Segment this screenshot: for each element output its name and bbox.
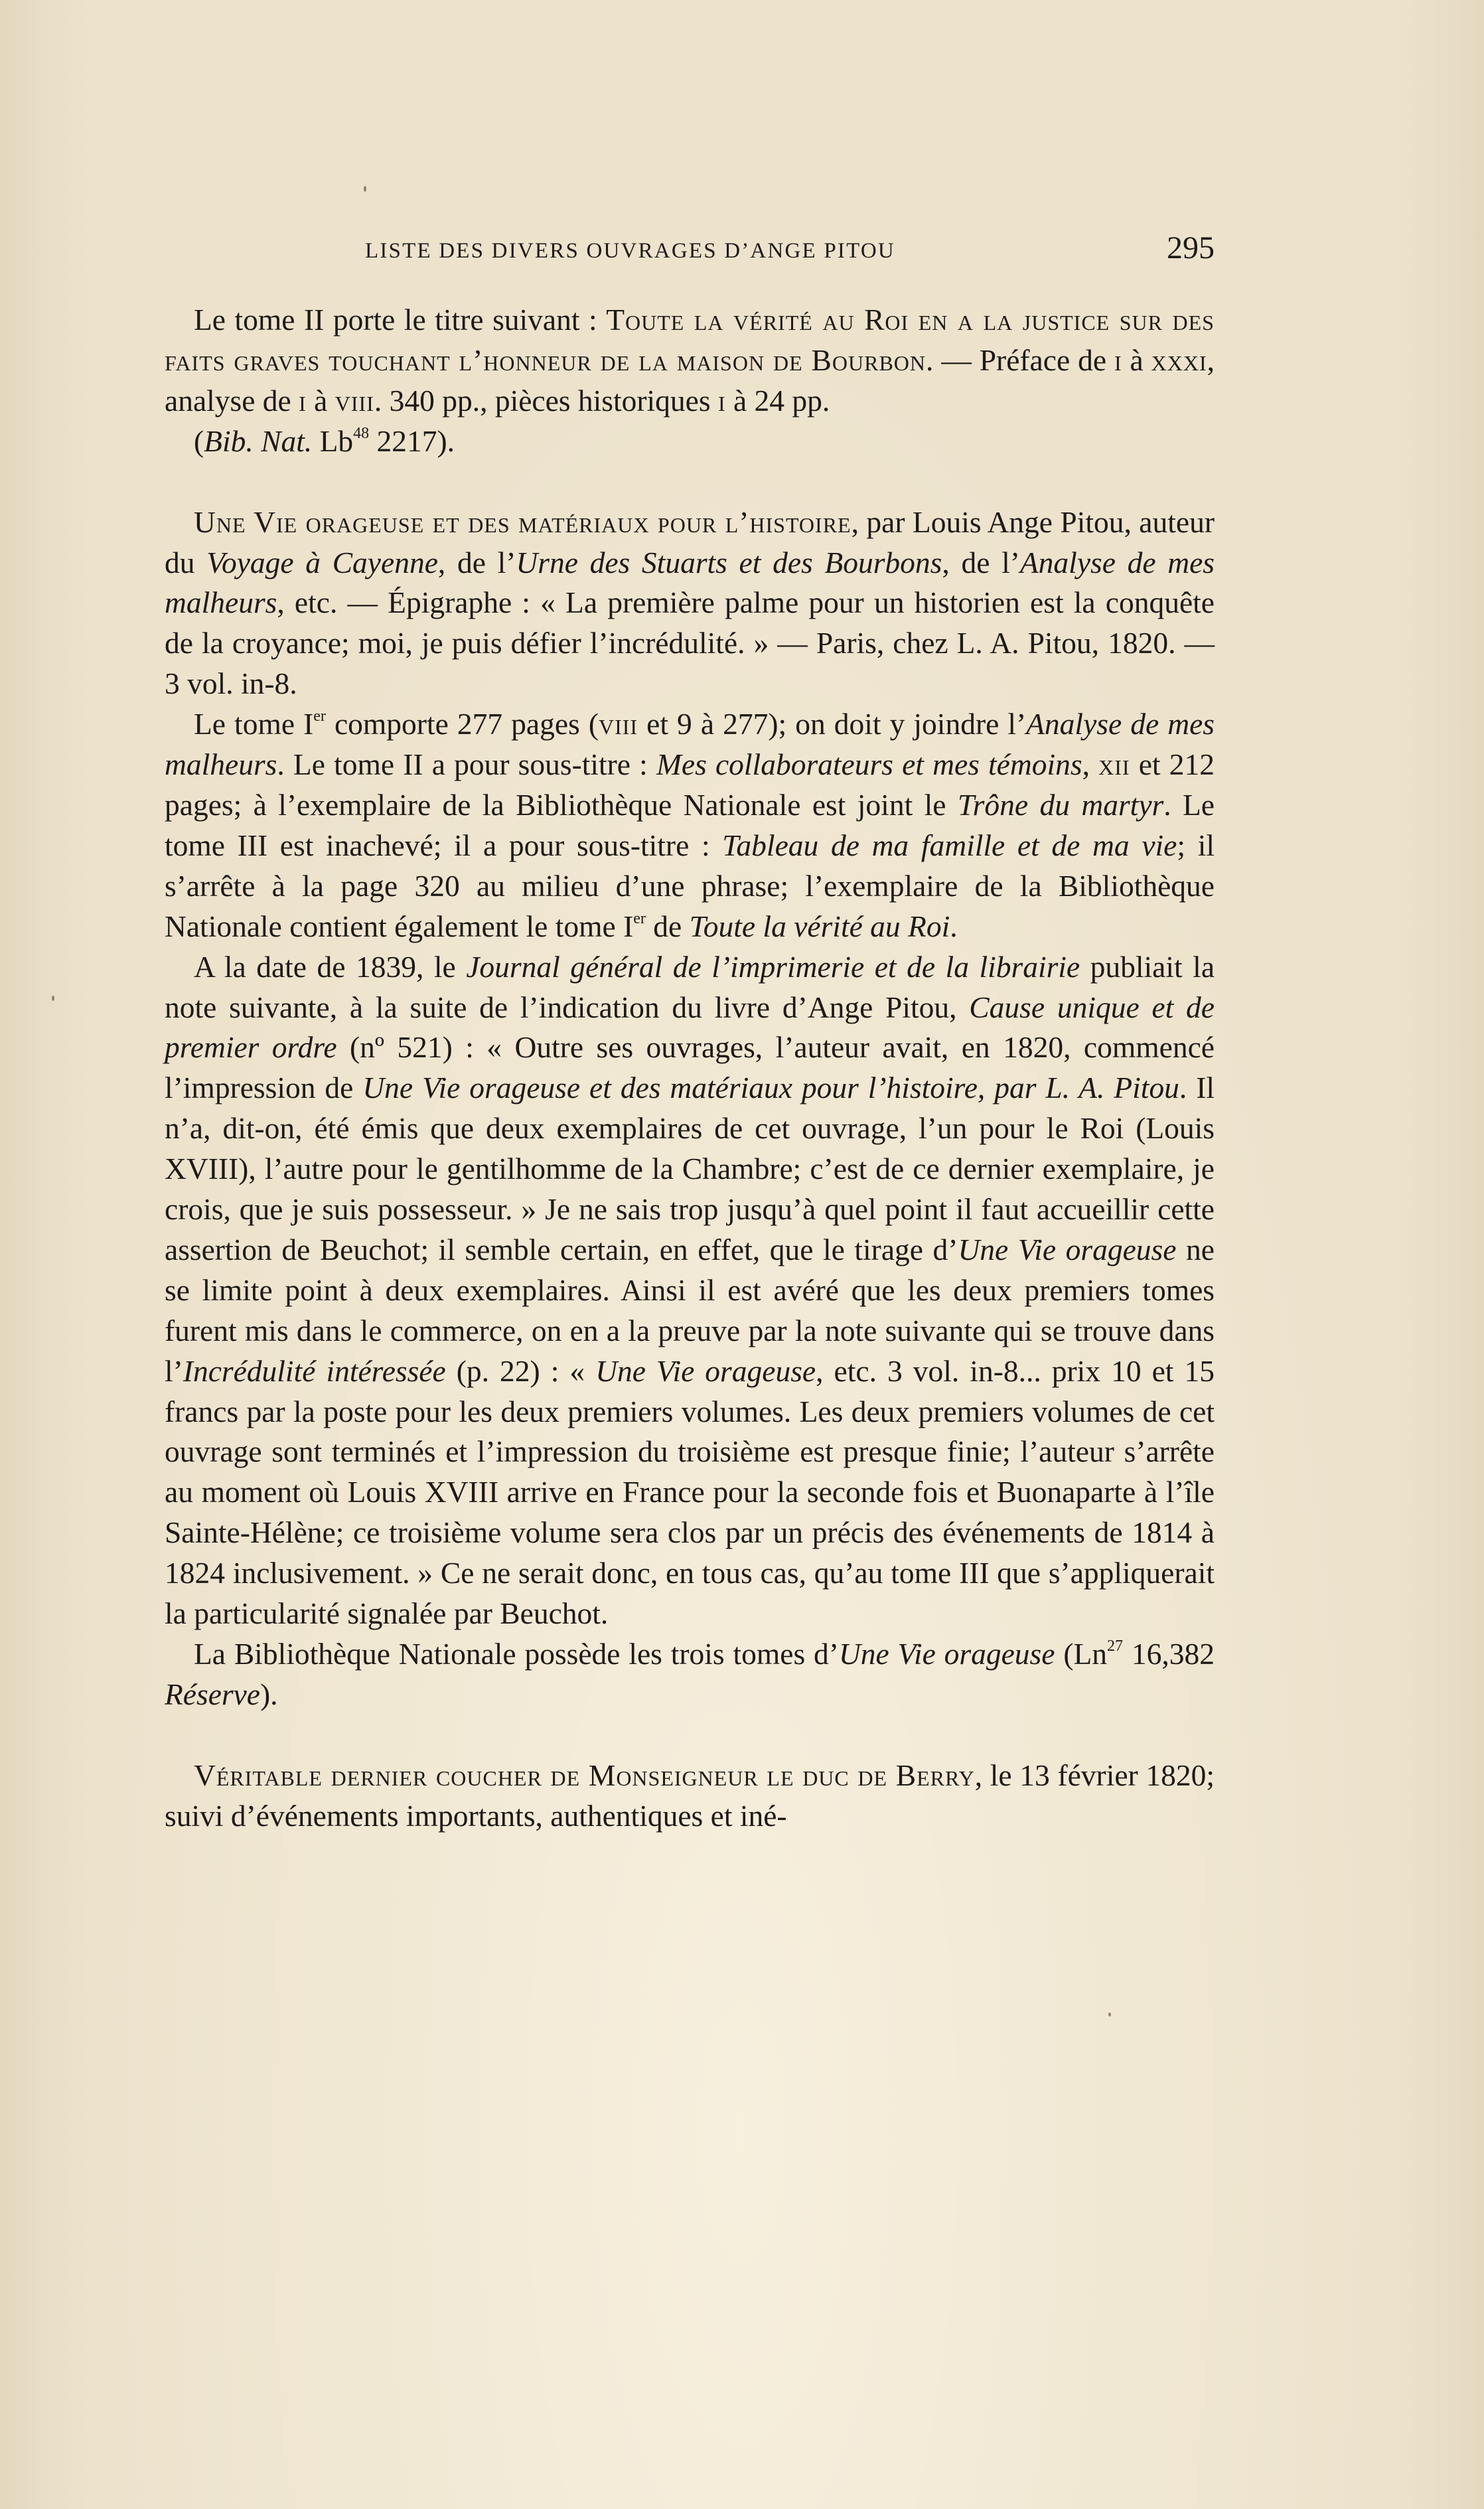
text-run: ne se limite point à deux exemplaires. Ainsi il est avéré que les deux premiers tomes furent mis dans le commerce, on en a la preuve par la note suivante qui se trouve dans l’ bbox=[165, 1232, 1215, 1388]
text-run: ( bbox=[194, 423, 204, 458]
text-run: à bbox=[306, 383, 335, 418]
text-run: 16,382 bbox=[1123, 1637, 1215, 1671]
italic-text: Tableau de ma famille et de ma vie bbox=[722, 828, 1177, 862]
paragraph-journal-note bbox=[165, 947, 1215, 1634]
text-run: Le tome II porte le titre suivant : bbox=[194, 303, 607, 337]
text-run: . — Préface de bbox=[926, 342, 1114, 377]
italic-text: Bib. Nat. bbox=[204, 423, 313, 458]
small-caps-text: Une Vie orageuse et des matériaux pour l’histoire bbox=[194, 504, 852, 539]
small-caps-text: Véritable dernier coucher de Monseigneur le duc de Berry bbox=[194, 1758, 975, 1792]
small-caps-text: Toute la vérité au Roi en a la justice sur des faits graves touchant l’honneur de la maison de Bourbon bbox=[165, 303, 1215, 377]
italic-text: Journal général de l’imprimerie et de la librairie bbox=[466, 949, 1080, 984]
paragraph-tome-ii-ref bbox=[165, 421, 1215, 462]
small-caps-text: viii bbox=[598, 707, 638, 741]
text-run: . Le tome II a pour sous-titre : bbox=[277, 747, 656, 782]
page-number: 295 bbox=[1167, 230, 1215, 266]
paragraph-bn-holdings bbox=[165, 1634, 1215, 1715]
text-run: à bbox=[1122, 342, 1151, 377]
text-run: . bbox=[950, 909, 958, 943]
italic-text: Trône du martyr bbox=[957, 787, 1164, 822]
text-run: et 212 pages; à l’exemplaire de la Bibliothèque Nationale est joint le bbox=[165, 747, 1215, 822]
text-run: , de l’ bbox=[437, 545, 516, 579]
paragraph-veritable-dernier-coucher-entry bbox=[165, 1756, 1215, 1837]
italic-text: Voyage à Cayenne bbox=[206, 545, 438, 579]
text-run: , le 13 février 1820; suivi d’événements importants, authentiques et iné- bbox=[165, 1758, 1215, 1833]
paper-speck bbox=[52, 996, 54, 1001]
italic-text: Une Vie orageuse et des matériaux pour l’histoire, par L. A. Pitou bbox=[362, 1071, 1179, 1105]
text-run: (nº 521) : « Outre ses ouvrages, l’auteur avait, en 1820, commencé l’impression de bbox=[165, 1030, 1215, 1105]
text-run: comporte 277 pages ( bbox=[325, 707, 599, 741]
text-run: ). bbox=[260, 1677, 278, 1711]
italic-text: Cause unique et de premier ordre bbox=[165, 990, 1215, 1065]
text-run: , etc. 3 vol. in-8... prix 10 et 15 francs par la poste pour les deux premiers volumes. Les deux premiers volumes de cet ouvrage sont terminés et l’impression du troisième est presque finie; l’auteur s’arrête au moment où Louis XVIII arrive en France pour la seconde fois et Buonaparte à l’île Sainte-Hélène; ce troisième volume sera clos par un précis des événements de 1814 à 1824 inclusivement. » Ce ne serait donc, en tous cas, qu’au tome III que s’appliquerait la particularité signalée par Beuchot. bbox=[165, 1353, 1215, 1631]
superscript: er bbox=[633, 909, 646, 927]
text-run: . 340 pp., pièces historiques bbox=[374, 383, 718, 418]
superscript: 48 bbox=[353, 424, 370, 442]
small-caps-text: xxxi bbox=[1151, 342, 1207, 377]
paragraph-tomes-description bbox=[165, 704, 1215, 947]
paper-speck bbox=[364, 186, 366, 192]
paragraph-tome-ii-title bbox=[165, 300, 1215, 421]
italic-text: Mes collaborateurs et mes témoins bbox=[656, 747, 1082, 782]
small-caps-text: i bbox=[299, 383, 307, 418]
small-caps-text: viii bbox=[334, 383, 374, 418]
text-run: (Ln bbox=[1055, 1637, 1108, 1671]
italic-text: Incrédulité intéressée bbox=[183, 1353, 446, 1388]
paper-speck bbox=[1108, 2013, 1111, 2016]
italic-text: Urne des Stuarts et des Bourbons bbox=[516, 545, 942, 579]
text-run: 2217). bbox=[369, 423, 455, 458]
text-run: de bbox=[645, 909, 690, 943]
text-run: . Il n’a, dit-on, été émis que deux exemplaires de cet ouvrage, l’un pour le Roi (Louis XVIII), l’autre pour le gentilhomme de la Chambre; c’est de ce dernier exemplaire, je crois, que je suis possesseur. » Je ne sais trop jusqu’à quel point il faut accueillir cette assertion de Beuchot; il semble certain, en effet, que le tirage d’ bbox=[165, 1071, 1215, 1266]
text-run: à 24 pp. bbox=[725, 383, 830, 418]
text-run: , etc. — Épigraphe : « La première palme pour un historien est la conquête de la croyance; moi, je puis défier l’incrédulité. » — Paris, chez L. A. Pitou, 1820. — 3 vol. in-8. bbox=[165, 585, 1215, 701]
text-run: Lb bbox=[312, 423, 354, 458]
text-run: . Le tome III est inachevé; il a pour sous-titre : bbox=[165, 787, 1215, 862]
small-caps-text: xii bbox=[1098, 747, 1130, 782]
body-text bbox=[165, 300, 1215, 1837]
text-run: , par Louis Ange Pitou, auteur du bbox=[165, 504, 1215, 579]
text-run: , analyse de bbox=[165, 342, 1215, 418]
running-head bbox=[165, 231, 1215, 271]
small-caps-text: i bbox=[717, 383, 726, 418]
text-run: et 9 à 277); on doit y joindre l’ bbox=[638, 707, 1027, 741]
text-run: La Bibliothèque Nationale possède les trois tomes d’ bbox=[194, 1637, 839, 1671]
text-run: ; il s’arrête à la page 320 au milieu d’une phrase; l’exemplaire de la Bibliothèque Nationale contient également le tome I bbox=[165, 828, 1215, 943]
small-caps-text: i bbox=[1114, 342, 1122, 377]
italic-text: Une Vie orageuse bbox=[838, 1637, 1055, 1671]
text-run: A la date de 1839, le bbox=[194, 949, 467, 984]
italic-text: Réserve bbox=[165, 1677, 260, 1711]
text-run: , bbox=[1082, 747, 1099, 782]
text-run: Le tome I bbox=[194, 707, 314, 741]
italic-text: Toute la vérité au Roi bbox=[689, 909, 950, 943]
superscript: er bbox=[313, 708, 326, 725]
italic-text: Analyse de mes malheurs bbox=[165, 707, 1215, 782]
text-run: , de l’ bbox=[942, 545, 1020, 579]
paragraph-une-vie-orageuse-entry bbox=[165, 502, 1215, 705]
running-title: LISTE DES DIVERS OUVRAGES D’ANGE PITOU bbox=[365, 239, 895, 263]
italic-text: Une Vie orageuse bbox=[595, 1353, 816, 1388]
italic-text: Une Vie orageuse bbox=[958, 1232, 1177, 1266]
italic-text: Analyse de mes malheurs bbox=[165, 545, 1215, 620]
text-run: (p. 22) : « bbox=[445, 1353, 596, 1388]
superscript: 27 bbox=[1107, 1637, 1124, 1655]
text-run: publiait la note suivante, à la suite de l’indication du livre d’Ange Pitou, bbox=[165, 949, 1215, 1024]
